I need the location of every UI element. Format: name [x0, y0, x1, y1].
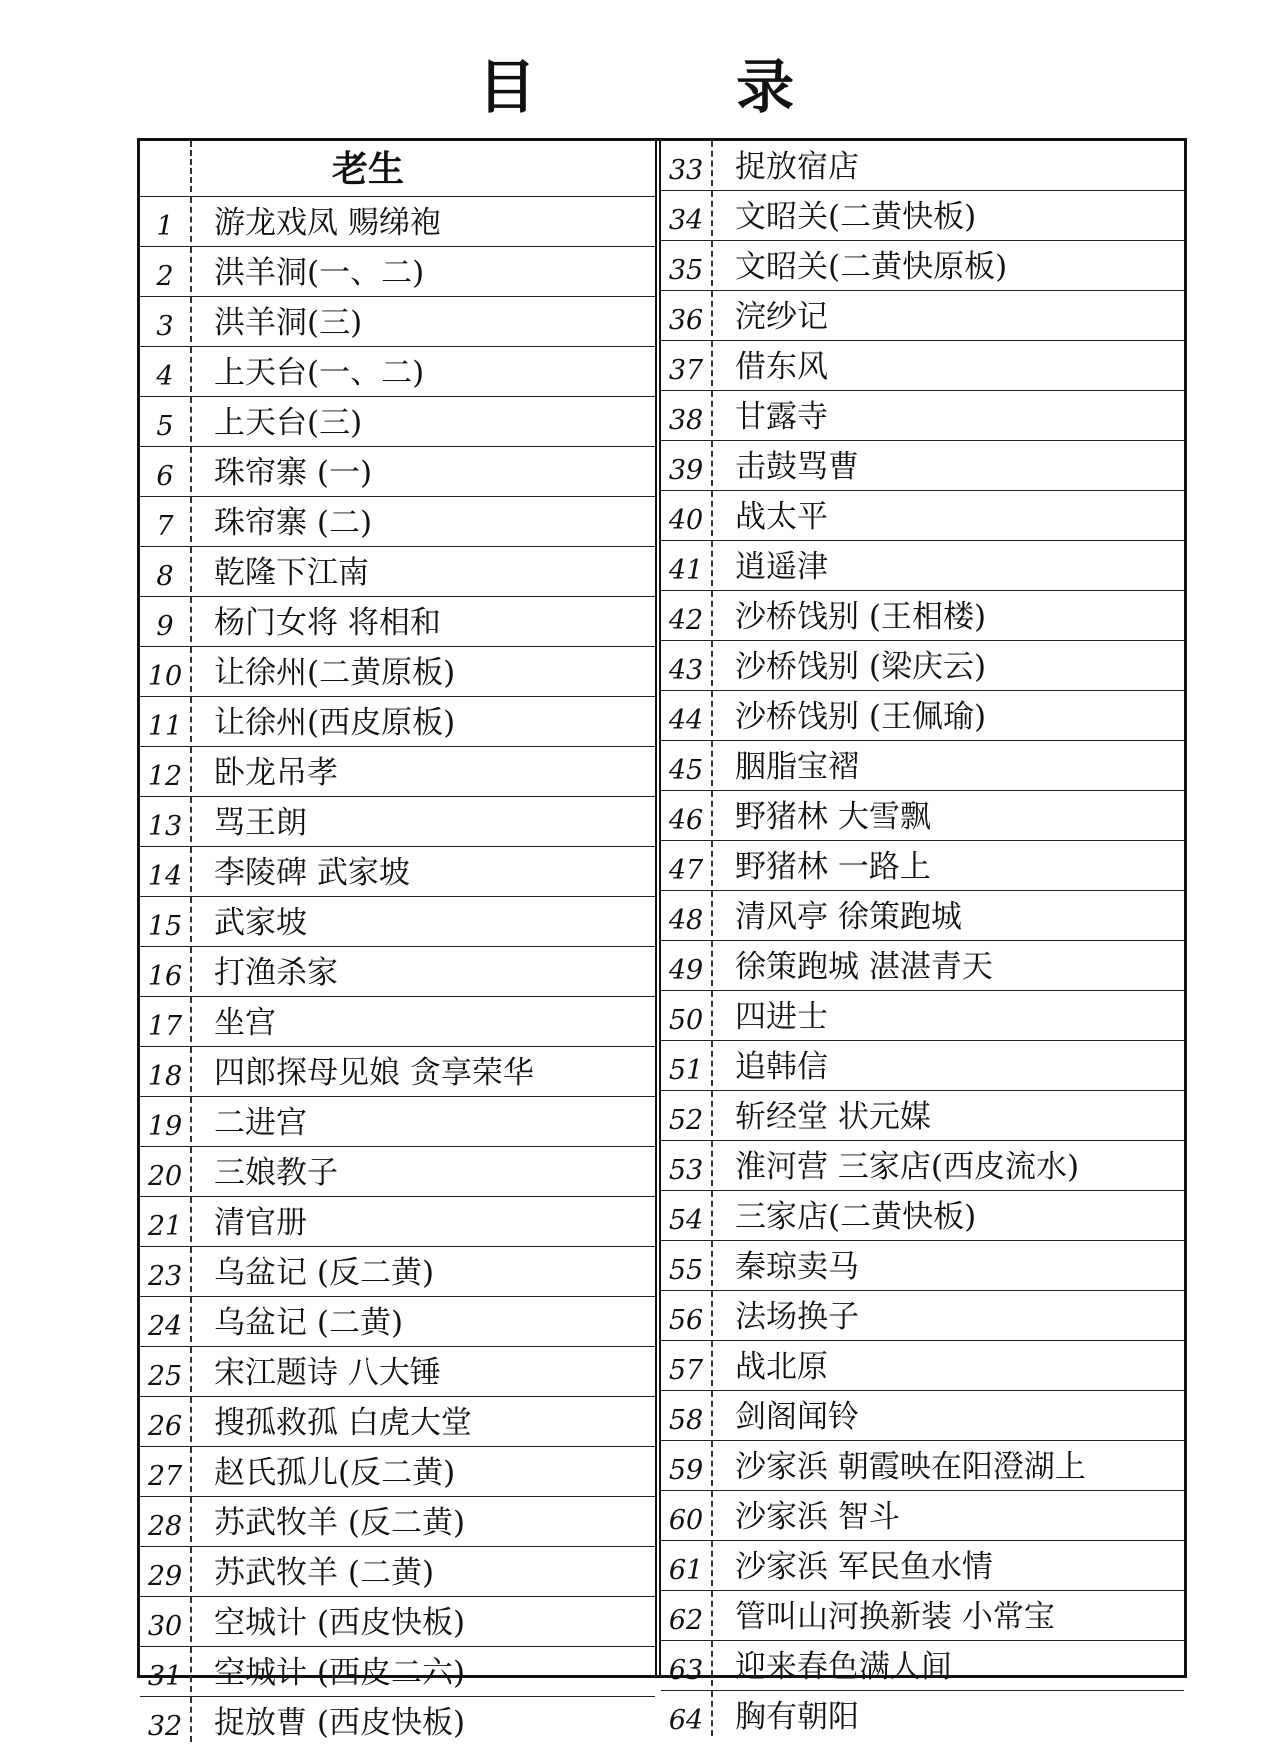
entry-number: 50 — [661, 991, 713, 1036]
toc-row — [140, 1597, 655, 1647]
entry-title: 沙家浜 智斗 — [735, 1499, 900, 1535]
toc-row — [661, 591, 1184, 641]
toc-row — [661, 241, 1184, 291]
entry-title: 斩经堂 状元媒 — [735, 1099, 931, 1135]
entry-title: 浣纱记 — [735, 299, 828, 335]
toc-row — [661, 991, 1184, 1041]
right-column — [661, 141, 1184, 1736]
entry-number: 31 — [140, 1647, 192, 1692]
entry-number: 17 — [140, 997, 192, 1042]
entry-title: 沙桥饯别 (梁庆云) — [735, 649, 987, 685]
entry-number: 36 — [661, 291, 713, 336]
toc-row — [140, 1247, 655, 1297]
toc-row — [661, 341, 1184, 391]
entry-number: 8 — [140, 547, 192, 592]
toc-row — [140, 1497, 655, 1547]
toc-row — [661, 841, 1184, 891]
entry-number: 28 — [140, 1497, 192, 1542]
toc-row — [661, 1391, 1184, 1441]
toc-row — [140, 1097, 655, 1147]
toc-row — [661, 1641, 1184, 1691]
entry-title: 徐策跑城 湛湛青天 — [735, 949, 993, 985]
entry-number: 45 — [661, 741, 713, 786]
toc-row — [140, 697, 655, 747]
entry-title: 四郎探母见娘 贪享荣华 — [214, 1055, 534, 1091]
entry-number: 10 — [140, 647, 192, 692]
toc-row — [661, 291, 1184, 341]
entry-title: 四进士 — [735, 999, 828, 1035]
toc-row — [661, 891, 1184, 941]
toc-row — [140, 547, 655, 597]
entry-number: 5 — [140, 397, 192, 442]
entry-number: 33 — [661, 141, 713, 186]
entry-title: 搜孤救孤 白虎大堂 — [214, 1405, 472, 1441]
entry-title: 清风亭 徐策跑城 — [735, 899, 962, 935]
entry-number: 18 — [140, 1047, 192, 1092]
entry-number: 38 — [661, 391, 713, 436]
entry-title: 击鼓骂曹 — [735, 449, 859, 485]
toc-row — [140, 797, 655, 847]
toc-row — [140, 947, 655, 997]
entry-title: 苏武牧羊 (二黄) — [214, 1555, 435, 1591]
toc-row — [661, 791, 1184, 841]
entry-title: 战太平 — [735, 499, 828, 535]
toc-row — [661, 1041, 1184, 1091]
left-column — [140, 141, 655, 1742]
entry-title: 野猪林 一路上 — [735, 849, 931, 885]
entry-number: 46 — [661, 791, 713, 836]
entry-title: 淮河营 三家店(西皮流水) — [735, 1149, 1080, 1185]
entry-number: 54 — [661, 1191, 713, 1236]
toc-table — [137, 138, 1187, 1742]
entry-number: 14 — [140, 847, 192, 892]
entry-title: 胭脂宝褶 — [735, 749, 859, 785]
entry-number: 59 — [661, 1441, 713, 1486]
entry-title: 宋江题诗 八大锤 — [214, 1355, 441, 1391]
toc-row — [140, 1397, 655, 1447]
entry-title: 珠帘寨 (一) — [214, 455, 373, 491]
entry-number: 51 — [661, 1041, 713, 1086]
toc-row — [661, 1341, 1184, 1391]
toc-row — [140, 297, 655, 347]
toc-row — [140, 1647, 655, 1697]
toc-row — [140, 1047, 655, 1097]
toc-row — [140, 447, 655, 497]
entry-number: 34 — [661, 191, 713, 236]
entry-number: 43 — [661, 641, 713, 686]
entry-title: 游龙戏凤 赐绨袍 — [214, 205, 441, 241]
toc-row — [661, 1291, 1184, 1341]
entry-number: 29 — [140, 1547, 192, 1592]
entry-number: 61 — [661, 1541, 713, 1586]
toc-row — [661, 691, 1184, 741]
entry-number: 62 — [661, 1591, 713, 1636]
toc-row — [140, 1697, 655, 1746]
entry-number: 63 — [661, 1641, 713, 1686]
toc-row — [661, 191, 1184, 241]
entry-number: 49 — [661, 941, 713, 986]
toc-row — [661, 1541, 1184, 1591]
toc-row — [661, 1691, 1184, 1740]
toc-row — [661, 541, 1184, 591]
entry-title: 骂王朗 — [214, 805, 307, 841]
entry-number: 13 — [140, 797, 192, 842]
toc-row — [140, 1297, 655, 1347]
entry-number: 2 — [140, 247, 192, 292]
entry-title: 洪羊洞(三) — [214, 305, 363, 341]
entry-number: 64 — [661, 1691, 713, 1736]
entry-number: 41 — [661, 541, 713, 586]
toc-row — [661, 1491, 1184, 1541]
toc-row — [661, 1141, 1184, 1191]
entry-number: 16 — [140, 947, 192, 992]
entry-number: 48 — [661, 891, 713, 936]
entry-title: 上天台(三) — [214, 405, 363, 441]
toc-row — [140, 747, 655, 797]
entry-number: 26 — [140, 1397, 192, 1442]
toc-row — [661, 941, 1184, 991]
toc-row — [140, 1347, 655, 1397]
entry-number: 60 — [661, 1491, 713, 1536]
entry-number: 30 — [140, 1597, 192, 1642]
entry-title: 空城计 (西皮快板) — [214, 1605, 466, 1641]
entry-number: 11 — [140, 697, 192, 742]
entry-number — [140, 141, 192, 192]
toc-row — [140, 497, 655, 547]
entry-title: 逍遥津 — [735, 549, 828, 585]
entry-title: 法场换子 — [735, 1299, 859, 1335]
entry-title: 乾隆下江南 — [214, 555, 369, 591]
entry-number: 24 — [140, 1297, 192, 1342]
entry-title: 沙桥饯别 (王相楼) — [735, 599, 987, 635]
entry-title: 文昭关(二黄快原板) — [735, 249, 1008, 285]
entry-number: 4 — [140, 347, 192, 392]
entry-number: 1 — [140, 197, 192, 242]
toc-row — [661, 741, 1184, 791]
entry-number: 20 — [140, 1147, 192, 1192]
entry-title: 借东风 — [735, 349, 828, 385]
entry-number: 56 — [661, 1291, 713, 1336]
entry-title: 空城计 (西皮二六) — [214, 1655, 466, 1691]
entry-number: 57 — [661, 1341, 713, 1386]
entry-title: 武家坡 — [214, 905, 307, 941]
toc-row — [140, 347, 655, 397]
entry-title: 卧龙吊孝 — [214, 755, 338, 791]
entry-title: 让徐州(二黄原板) — [214, 655, 456, 691]
toc-row — [661, 391, 1184, 441]
toc-row — [140, 1197, 655, 1247]
entry-number: 23 — [140, 1247, 192, 1292]
entry-number: 44 — [661, 691, 713, 736]
entry-number: 40 — [661, 491, 713, 536]
entry-number: 9 — [140, 597, 192, 642]
entry-title: 沙家浜 朝霞映在阳澄湖上 — [735, 1449, 1086, 1485]
entry-title: 赵氏孤儿(反二黄) — [214, 1455, 456, 1491]
entry-title: 乌盆记 (二黄) — [214, 1305, 404, 1341]
entry-title: 管叫山河换新装 小常宝 — [735, 1599, 1055, 1635]
entry-title: 三娘教子 — [214, 1155, 338, 1191]
entry-title: 剑阁闻铃 — [735, 1399, 859, 1435]
toc-row — [140, 397, 655, 447]
entry-number: 21 — [140, 1197, 192, 1242]
toc-row — [661, 491, 1184, 541]
entry-number: 58 — [661, 1391, 713, 1436]
entry-title: 珠帘寨 (二) — [214, 505, 373, 541]
toc-row — [140, 997, 655, 1047]
toc-header-row — [140, 141, 655, 197]
entry-title: 秦琼卖马 — [735, 1249, 859, 1285]
entry-title: 李陵碑 武家坡 — [214, 855, 410, 891]
toc-row — [661, 641, 1184, 691]
toc-row — [661, 1191, 1184, 1241]
entry-number: 42 — [661, 591, 713, 636]
entry-number: 39 — [661, 441, 713, 486]
entry-title: 上天台(一、二) — [214, 355, 425, 391]
entry-number: 35 — [661, 241, 713, 286]
entry-title: 乌盆记 (反二黄) — [214, 1255, 435, 1291]
entry-title: 战北原 — [735, 1349, 828, 1385]
toc-row — [140, 1447, 655, 1497]
entry-title: 二进宫 — [214, 1105, 307, 1141]
entry-number: 6 — [140, 447, 192, 492]
entry-title: 追韩信 — [735, 1049, 828, 1085]
entry-number: 25 — [140, 1347, 192, 1392]
entry-title: 野猪林 大雪飘 — [735, 799, 931, 835]
entry-number: 47 — [661, 841, 713, 886]
entry-title: 甘露寺 — [735, 399, 828, 435]
toc-row — [661, 1441, 1184, 1491]
entry-number: 3 — [140, 297, 192, 342]
entry-number: 32 — [140, 1697, 192, 1742]
entry-title: 让徐州(西皮原板) — [214, 705, 456, 741]
entry-title: 坐宫 — [214, 1005, 276, 1041]
entry-number: 15 — [140, 897, 192, 942]
toc-row — [140, 1547, 655, 1597]
entry-title: 苏武牧羊 (反二黄) — [214, 1505, 466, 1541]
entry-title: 捉放宿店 — [735, 149, 859, 185]
entry-title: 迎来春色满人间 — [735, 1649, 952, 1685]
page-title: 目 录 — [477, 53, 885, 121]
toc-row — [140, 247, 655, 297]
entry-title: 杨门女将 将相和 — [214, 605, 441, 641]
entry-number: 53 — [661, 1141, 713, 1186]
entry-number: 52 — [661, 1091, 713, 1136]
entry-title: 沙桥饯别 (王佩瑜) — [735, 699, 987, 735]
entry-title: 清官册 — [214, 1205, 307, 1241]
entry-number: 27 — [140, 1447, 192, 1492]
toc-row — [661, 1091, 1184, 1141]
toc-row — [140, 647, 655, 697]
entry-number: 55 — [661, 1241, 713, 1286]
entry-number: 12 — [140, 747, 192, 792]
toc-row — [661, 1241, 1184, 1291]
entry-number: 19 — [140, 1097, 192, 1142]
entry-title: 三家店(二黄快板) — [735, 1199, 977, 1235]
toc-row — [661, 1591, 1184, 1641]
toc-row — [140, 1147, 655, 1197]
toc-row — [140, 897, 655, 947]
toc-row — [661, 141, 1184, 191]
toc-row — [140, 847, 655, 897]
entry-number: 37 — [661, 341, 713, 386]
entry-title: 文昭关(二黄快板) — [735, 199, 977, 235]
entry-title: 胸有朝阳 — [735, 1699, 859, 1735]
toc-row — [140, 597, 655, 647]
entry-title: 打渔杀家 — [214, 955, 338, 991]
section-header: 老生 — [332, 148, 405, 190]
entry-number: 7 — [140, 497, 192, 542]
toc-row — [661, 441, 1184, 491]
entry-title: 洪羊洞(一、二) — [214, 255, 425, 291]
entry-title: 沙家浜 军民鱼水情 — [735, 1549, 993, 1585]
entry-title: 捉放曹 (西皮快板) — [214, 1705, 466, 1741]
toc-row — [140, 197, 655, 247]
